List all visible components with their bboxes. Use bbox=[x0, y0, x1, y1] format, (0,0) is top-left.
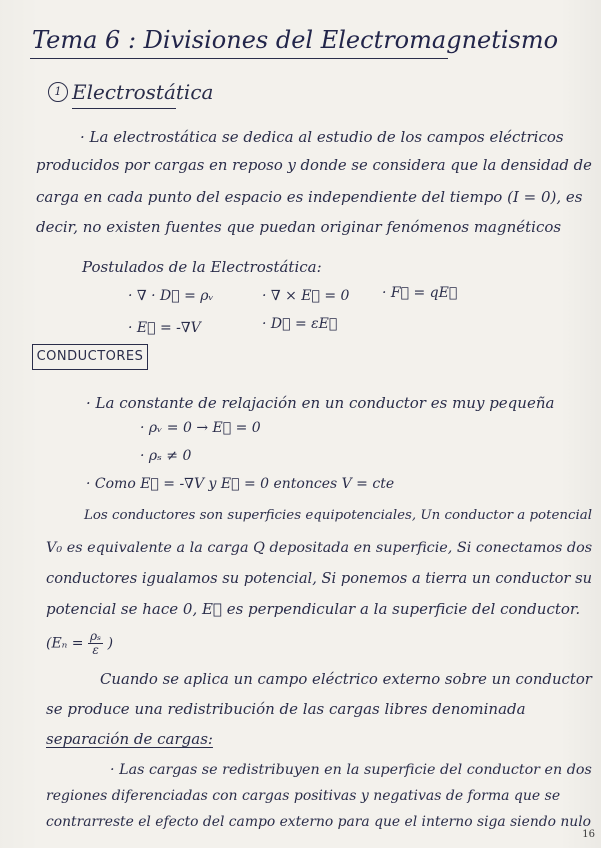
formula-left: (Eₙ = bbox=[46, 635, 84, 652]
fraction-numerator: ρₛ bbox=[90, 629, 102, 643]
paragraph2-line: conductores igualamos su potencial, Si ponemos a tierra un conductor su bbox=[46, 570, 592, 587]
paragraph4-line: · Las cargas se redistribuyen en la superficie del conductor en dos bbox=[110, 762, 592, 778]
paragraph3-line: se produce una redistribución de las cargas libres denominada bbox=[46, 700, 526, 718]
title-underline bbox=[30, 58, 448, 59]
paragraph2-line: Los conductores son superficies equipotenciales, Un conductor a potencial bbox=[84, 508, 592, 523]
postulate-formula: · D⃗ = εE⃗ bbox=[262, 316, 338, 332]
paragraph1-line: producidos por cargas en reposo y donde se considera que la densidad de bbox=[36, 157, 592, 174]
conductores-formula: · ρₛ ≠ 0 bbox=[140, 448, 192, 464]
postulate-formula: · E⃗ = -∇V bbox=[128, 320, 201, 336]
paragraph2-line: potencial se hace 0, E⃗ es perpendicular a la superficie del conductor. bbox=[46, 600, 581, 618]
conductores-line: · La constante de relajación en un conductor es muy pequeña bbox=[86, 394, 555, 412]
paragraph1-line: · La electrostática se dedica al estudio de los campos eléctricos bbox=[80, 128, 564, 146]
paragraph3-line: separación de cargas: bbox=[46, 730, 213, 748]
paragraph2-line: V₀ es equivalente a la carga Q depositada en superficie, Si conectamos dos bbox=[46, 540, 593, 556]
section-number-circle: 1 bbox=[48, 82, 68, 102]
section-title: Electrostática bbox=[72, 80, 214, 104]
paragraph1-line: carga en cada punto del espacio es independiente del tiempo (I = 0), es bbox=[36, 188, 583, 206]
conductores-formula: · Como E⃗ = -∇V y E⃗ = 0 entonces V = cte bbox=[86, 476, 395, 492]
paragraph4-line: regiones diferenciadas con cargas positivas y negativas de forma que se bbox=[46, 788, 561, 804]
paragraph4-line: contrarreste el efecto del campo externo para que el interno siga siendo nulo bbox=[46, 814, 591, 830]
conductores-box-label: CONDUCTORES bbox=[32, 344, 148, 370]
formula-right: ) bbox=[107, 635, 114, 652]
postulados-heading: Postulados de la Electrostática: bbox=[82, 258, 322, 276]
page-title: Tema 6 : Divisiones del Electromagnetismo bbox=[32, 26, 559, 54]
conductores-formula: · ρᵥ = 0 → E⃗ = 0 bbox=[140, 420, 261, 436]
postulate-formula: · ∇ × E⃗ = 0 bbox=[262, 288, 350, 304]
fraction-denominator: ε bbox=[92, 643, 99, 657]
normal-field-formula bbox=[46, 630, 113, 657]
page-corner-mark: 16 bbox=[582, 829, 595, 840]
fraction bbox=[88, 630, 103, 657]
paragraph3-line: Cuando se aplica un campo eléctrico externo sobre un conductor bbox=[100, 670, 592, 688]
section-underline bbox=[72, 108, 176, 109]
postulate-formula: · ∇ · D⃗ = ρᵥ bbox=[128, 288, 214, 304]
paragraph1-line: decir, no existen fuentes que puedan originar fenómenos magnéticos bbox=[36, 218, 562, 236]
postulate-formula: · F⃗ = qE⃗ bbox=[382, 285, 458, 301]
